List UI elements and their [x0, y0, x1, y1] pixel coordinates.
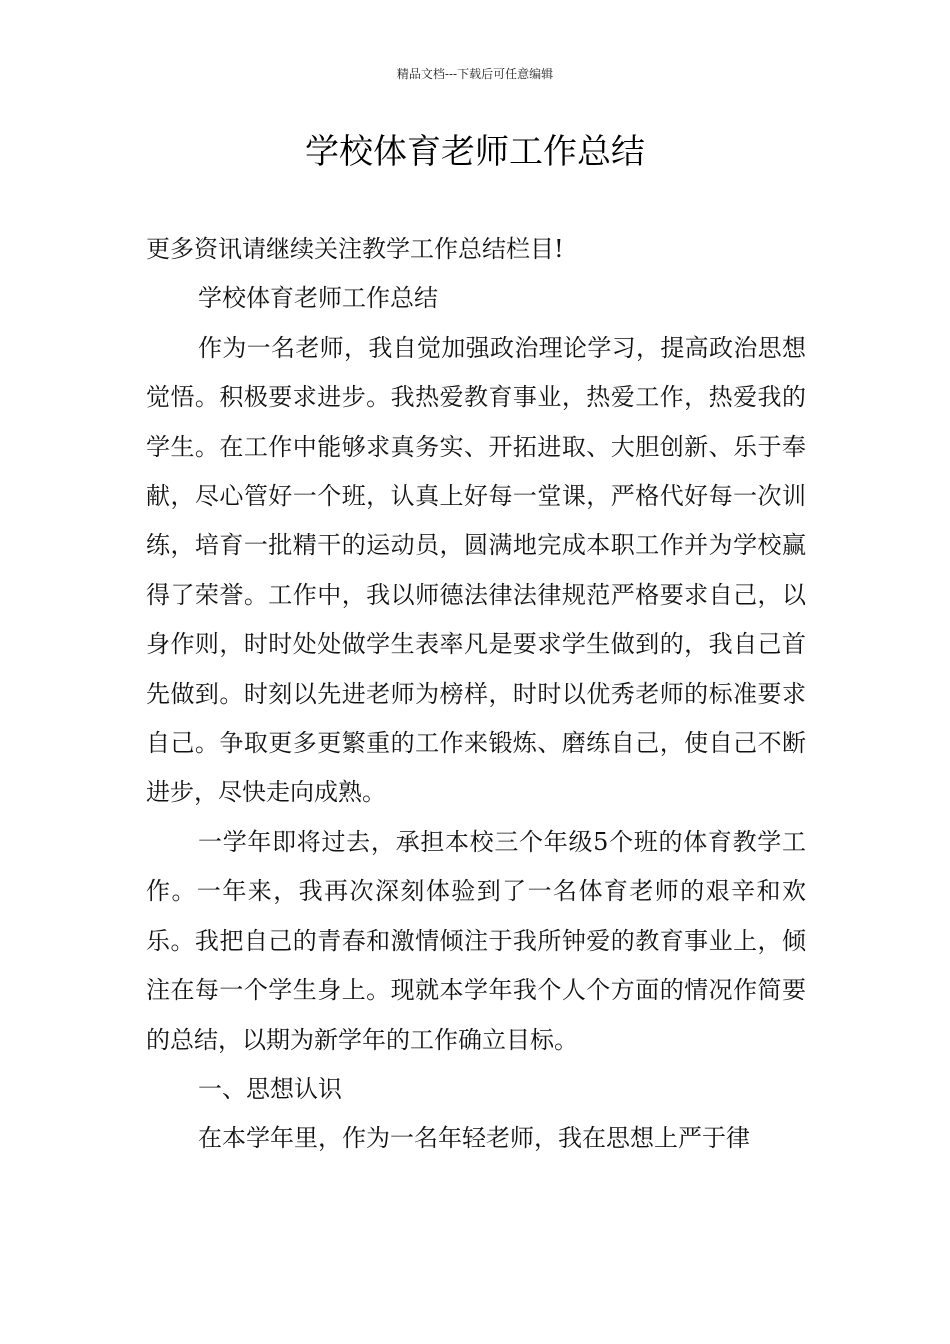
section-heading: 一、思想认识: [198, 1074, 342, 1103]
paragraph: 作为一名老师，我自觉加强政治理论学习，提高政治思想觉悟。积极要求进步。我热爱教育事业，热爱工作，热爱我的学生。在工作中能够求真务实、开拓进取、大胆创新、乐于奉献，尽心管好一个班，认真上好每一堂课，严格代好每一次训练，培育一批精干的运动员，圆满地完成本职工作并为学校赢得了荣誉。工作中，我以师德法律法律规范严格要求自己，以身作则，时时处处做学生表率凡是要求学生做到的，我自己首先做到。时刻以先进老师为榜样，时时以优秀老师的标准要求自己。争取更多更繁重的工作来锻炼、磨练自己，使自己不断进步，尽快走向成熟。: [146, 333, 806, 807]
intro-line: 更多资讯请继续关注教学工作总结栏目!: [146, 235, 564, 263]
header-note: 精品文档---下载后可任意编辑: [396, 67, 554, 81]
document-title: 学校体育老师工作总结: [305, 132, 645, 172]
subtitle-line: 学校体育老师工作总结: [198, 284, 438, 313]
document-body: [146, 225, 806, 1164]
paragraph: 一学年即将过去，承担本校三个年级5个班的体育教学工作。一年来，我再次深刻体验到了一名体育老师的艰辛和欢乐。我把自己的青春和激情倾注于我所钟爱的教育事业上，倾注在每一个学生身上。现就本学年我个人个方面的情况作简要的总结，以期为新学年的工作确立目标。: [146, 827, 806, 1054]
paragraph: 在本学年里，作为一名年轻老师，我在思想上严于律: [198, 1124, 750, 1153]
